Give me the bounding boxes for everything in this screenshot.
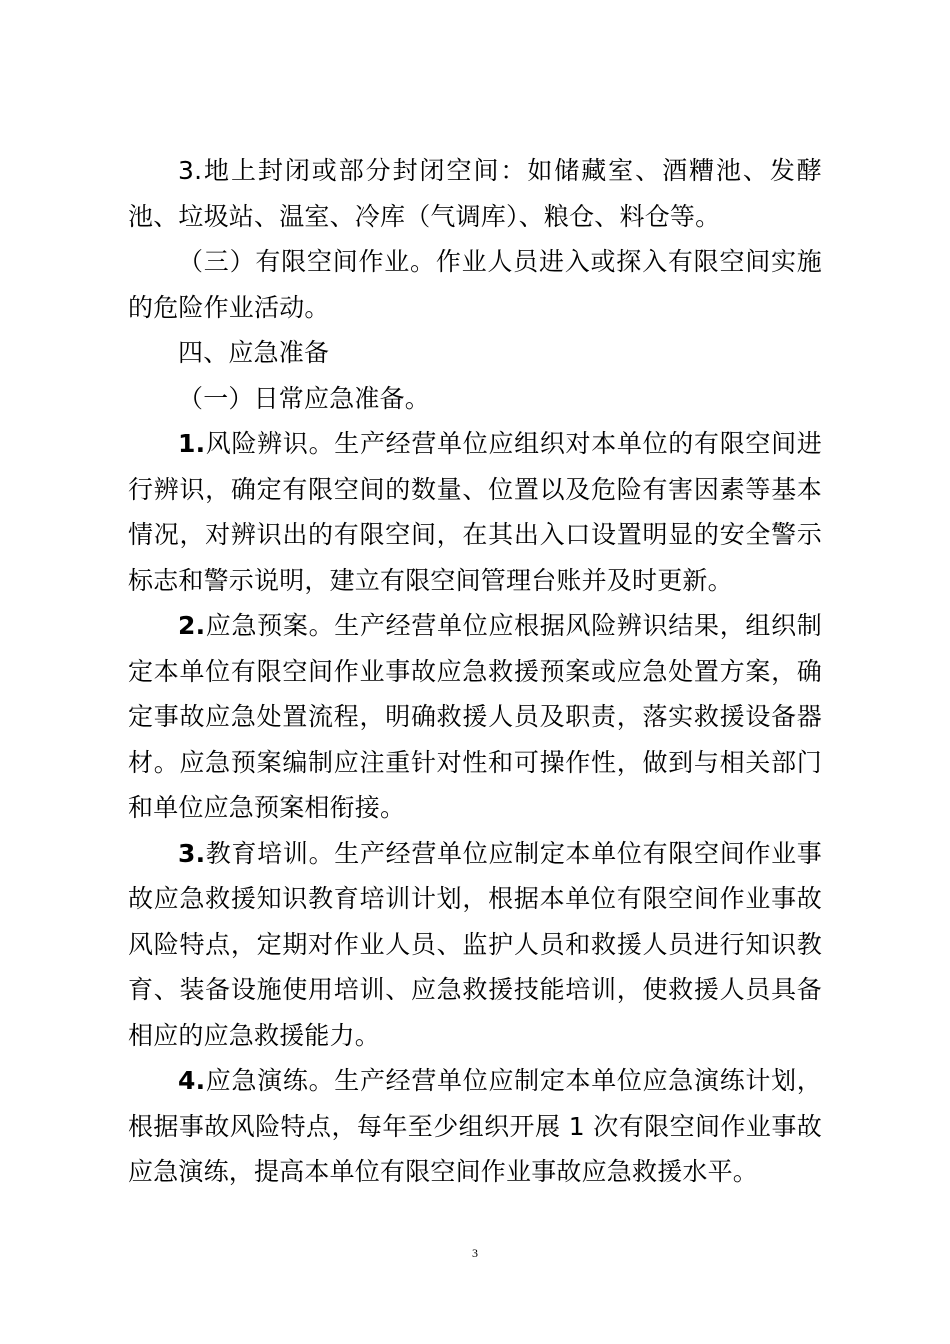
paragraph-confined-space-work: （三）有限空间作业。作业人员进入或探入有限空间实施的危险作业活动。 xyxy=(128,247,822,322)
page-number: 3 xyxy=(472,1246,478,1260)
paragraph-emergency-plan: 2.应急预案。生产经营单位应根据风险辨识结果，组织制定本单位有限空间作业事故应急救援预案或应急处置方案，确定事故应急处置流程，明确救援人员及职责，落实救援设备器材。应急预案编制应注重针对性和可操作性，做到与相关部门和单位应急预案相衔接。 xyxy=(128,611,822,822)
item-number: 1. xyxy=(178,429,206,458)
subsection-heading-daily-preparation: （一）日常应急准备。 xyxy=(178,383,431,413)
paragraph-education-training: 3.教育培训。生产经营单位应制定本单位有限空间作业事故应急救援知识教育培训计划，根据本单位有限空间作业事故风险特点，定期对作业人员、监护人员和救援人员进行知识教育、装备设施使用培训、应急救援技能培训，使救援人员具备相应的应急救援能力。 xyxy=(128,838,822,1050)
item-number: 3. xyxy=(178,838,206,868)
paragraph-emergency-drill: 4.应急演练。生产经营单位应制定本单位应急演练计划，根据事故风险特点，每年至少组织开展 1 次有限空间作业事故应急演练，提高本单位有限空间作业事故应急救援水平。 xyxy=(128,1066,822,1186)
page-body xyxy=(128,148,822,1195)
paragraph-above-ground-spaces: 3.地上封闭或部分封闭空间：如储藏室、酒糟池、发酵池、垃圾站、温室、冷库（气调库）、粮仓、料仓等。 xyxy=(128,156,822,231)
section-heading-emergency-preparation: 四、应急准备 xyxy=(178,338,330,367)
item-number: 2. xyxy=(178,611,206,640)
paragraph-risk-identification: 1.风险辨识。生产经营单位应组织对本单位的有限空间进行辨识，确定有限空间的数量、位置以及危险有害因素等基本情况，对辨识出的有限空间，在其出入口设置明显的安全警示标志和警示说明，建立有限空间管理台账并及时更新。 xyxy=(128,429,822,595)
item-number: 4. xyxy=(178,1066,206,1095)
